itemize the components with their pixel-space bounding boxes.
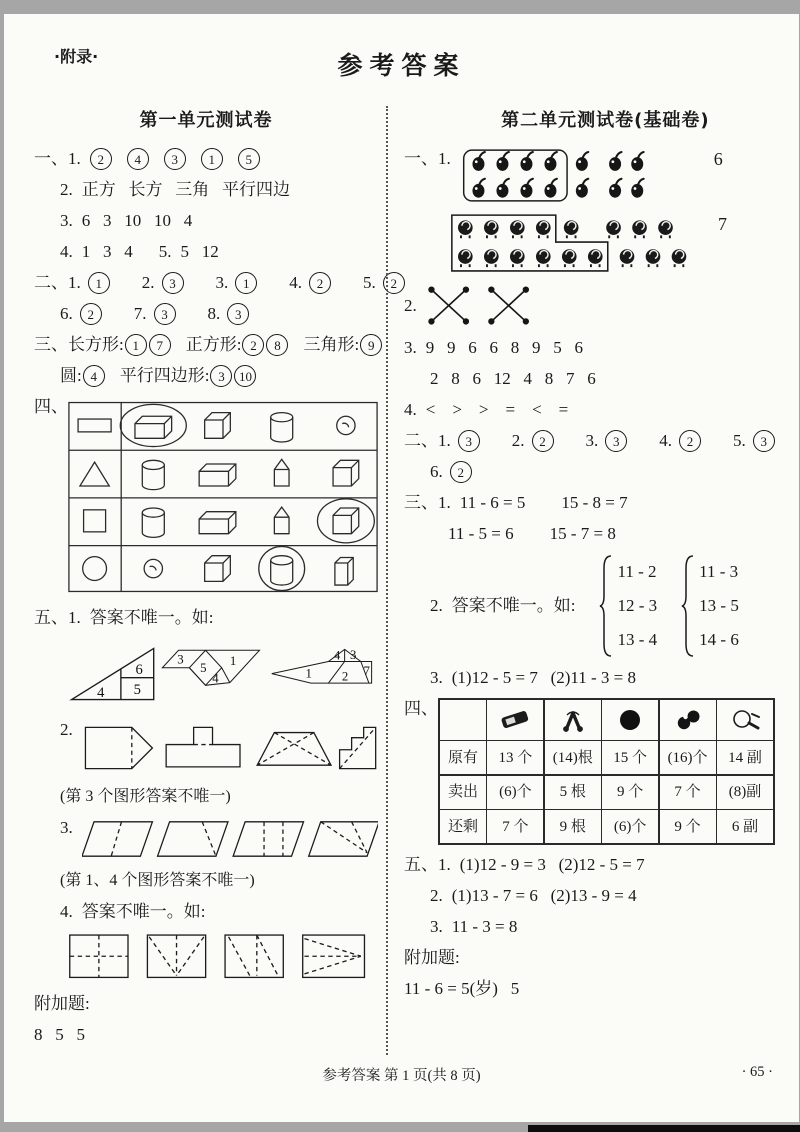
footer-page-info: 参考答案 第 1 页(共 8 页): [322, 1068, 481, 1084]
item-number: 2.: [60, 180, 73, 199]
numbered-circle: [430, 461, 487, 483]
page-title: 参考答案: [337, 51, 466, 80]
circled-answer: 3: [162, 272, 184, 294]
table-cell: 5 根: [545, 776, 601, 809]
answer-text: < > > = < =: [425, 400, 569, 419]
item-number: 8.: [207, 304, 221, 323]
table-header-cell: [660, 700, 716, 740]
section-label: 五、: [34, 608, 68, 627]
figure-number: 1: [305, 666, 312, 681]
shape-class-answer: [186, 334, 290, 356]
sphere-icon: [337, 416, 355, 434]
numbered-circle-row: [68, 272, 437, 294]
answer-line: [34, 272, 397, 294]
circled-answer: 2: [383, 272, 405, 294]
thin-cuboid-icon: [335, 558, 353, 586]
circled-answer: 3: [154, 303, 176, 325]
table-cell: 9 根: [545, 810, 601, 843]
answer-line: [34, 993, 378, 1015]
circled-answer: 3: [753, 430, 775, 452]
shape-class-label: 三角形:: [303, 335, 360, 354]
two-column-layout: [4, 106, 799, 1055]
answer-text: (第 3 个图形答案不唯一): [60, 788, 231, 805]
item-number: 6.: [430, 462, 443, 481]
answer-line: [430, 916, 800, 938]
circled-answer: 8: [266, 334, 288, 356]
answer-text: 答案不唯一。如:: [451, 596, 576, 615]
chick-group: [448, 213, 704, 275]
item-number: 3.: [430, 917, 443, 937]
figure-note: [60, 870, 378, 892]
circled-answer: 4: [127, 148, 149, 170]
item-number: 5.: [158, 242, 172, 261]
cube-icon: [333, 508, 359, 534]
item-number: 4.: [404, 400, 417, 419]
table-cell: 7 个: [660, 776, 716, 809]
numbered-circle: [68, 272, 125, 294]
answer-line: [430, 461, 800, 483]
numbered-circle-row: [438, 430, 800, 452]
answer-line: [430, 885, 800, 907]
answer-line: [404, 854, 800, 876]
unit2-title: 第二单元测试卷(基础卷): [501, 110, 710, 131]
shape-class-label: 正方形:: [185, 335, 242, 354]
numbered-circle: [438, 430, 495, 452]
equation: 11 - 2: [617, 562, 657, 581]
answer-text: 2 8 6 12 4 8 7 6: [430, 369, 596, 388]
item-number: 4.: [60, 902, 73, 921]
pointed-prism-icon: [274, 459, 289, 486]
answer-text: 答案不唯一。如:: [81, 902, 206, 921]
shape-class-answer: [68, 334, 172, 356]
circled-answer: 3: [164, 148, 186, 170]
extra-question-label: 附加题:: [34, 994, 90, 1013]
answer-line: [404, 978, 800, 1000]
section-label: 一、: [34, 149, 68, 168]
item-number: 3.: [215, 273, 229, 292]
triangle-icon: [80, 462, 109, 486]
figure-number: 7: [363, 663, 370, 678]
answer-text: 8 5 5: [34, 1025, 85, 1044]
equation: 11 - 3 = 8: [451, 917, 518, 937]
table-cell: 15 个: [602, 741, 658, 774]
answer-text: 答案不唯一。如:: [89, 608, 214, 627]
item-number: 5.: [363, 273, 376, 292]
answer-line: [448, 523, 800, 545]
figure-number: 4: [97, 684, 105, 701]
answer-line: [34, 817, 378, 861]
cuboid-icon: [135, 416, 172, 438]
equation: 13 - 5: [699, 596, 739, 615]
numbered-circle-row: [60, 303, 281, 325]
equation: 11 - 3: [699, 562, 739, 581]
numbered-circle: [216, 272, 273, 294]
shape-class-answer: [120, 365, 258, 387]
item-number: 1.: [438, 855, 451, 875]
section-label: 三、: [34, 335, 68, 354]
table-cell: (14)根: [545, 741, 601, 774]
item-number: 6.: [60, 304, 73, 323]
answer-line: [60, 210, 378, 232]
equation: 14 - 6: [699, 630, 739, 649]
table-row-label: 还剩: [440, 810, 486, 843]
item-number: 3.: [60, 818, 73, 837]
table-cell: (16)个: [660, 741, 716, 774]
equation: 12 - 3: [617, 596, 658, 615]
crossed-segments-figure: [426, 284, 544, 328]
answer-text: 6 3 10 10 4: [81, 211, 193, 230]
table-cell: 13 个: [487, 741, 543, 774]
numbered-circle: [733, 430, 790, 452]
section-label: 二、: [404, 431, 438, 450]
table-header-cell: [487, 700, 543, 740]
figure-number: 5: [133, 682, 141, 699]
rectangle-icon: [78, 419, 111, 432]
numbered-circle: [134, 303, 191, 325]
table-cell: (6)个: [487, 776, 543, 809]
parallelogram-figures: [82, 817, 378, 861]
item-number: 1.: [438, 431, 451, 450]
item-number: 2.: [430, 596, 443, 615]
left-brace: [681, 554, 695, 658]
counting-box: [452, 215, 608, 271]
left-column: [34, 106, 397, 1055]
figure-number: 4: [212, 671, 219, 686]
table-cell: 14 副: [717, 741, 773, 774]
paddle-icon: [728, 708, 762, 732]
answer-circle-mark: [120, 404, 186, 446]
circled-answer: 1: [88, 272, 110, 294]
figure-number: 3: [350, 647, 357, 662]
answer-text: (第 1、4 个图形答案不唯一): [60, 872, 255, 889]
table-cell: 9 个: [660, 810, 716, 843]
right-column: [386, 106, 800, 1055]
section-label: 三、: [404, 493, 438, 512]
numbered-circle: [289, 272, 346, 294]
section-label: 五、: [404, 855, 438, 875]
circled-answer: 2: [450, 461, 472, 483]
footer-page-number: · 65 ·: [741, 1064, 773, 1080]
answer-text: 正方 长方 三角 平行四边: [81, 180, 290, 199]
answer-line: [448, 213, 800, 275]
shape-class-label: 平行四边形:: [119, 366, 210, 385]
item-number: 5.: [733, 431, 746, 450]
answer-line: [404, 667, 800, 689]
answer-line: [34, 607, 378, 629]
answer-line: [430, 368, 800, 390]
brace-equations: [699, 555, 739, 657]
item-number: 1.: [438, 149, 451, 168]
circled-answer: 2: [679, 430, 701, 452]
circled-answer: 2: [80, 303, 102, 325]
cylinder-icon: [271, 413, 293, 442]
answer-circle-mark: [259, 547, 305, 591]
item-number: 3.: [430, 668, 443, 687]
equation: 11 - 6 = 5(岁) 5: [404, 979, 520, 999]
tadpole-group: [460, 148, 700, 204]
numbered-circle: [586, 430, 643, 452]
brace-group: [681, 554, 739, 658]
equation: 15 - 8 = 7: [561, 493, 628, 512]
circled-answer: 2: [309, 272, 331, 294]
circled-answer: 3: [210, 365, 232, 387]
answer-line: [404, 399, 800, 421]
tangram-figures-row: [68, 638, 378, 710]
tangram-figures: [68, 638, 378, 710]
item-number: 4.: [659, 431, 672, 450]
item-number: 3.: [585, 431, 599, 450]
circled-answer: 3: [458, 430, 480, 452]
section-label: 四、: [34, 397, 68, 416]
answer-line: [34, 396, 378, 598]
table-header-cell: [717, 700, 773, 740]
table-row-label: 卖出: [440, 776, 486, 809]
table-cell: 7 个: [487, 810, 543, 843]
numbered-circle: [512, 430, 569, 452]
answer-text: 9 9 6 6 8 9 5 6: [425, 338, 583, 357]
table-cell: (8)副: [717, 776, 773, 809]
item-number: 2.: [511, 431, 525, 450]
numbered-circle: [60, 303, 117, 325]
answer-line: [404, 554, 800, 658]
left-brace: [599, 554, 613, 658]
item-number: 2.: [141, 273, 155, 292]
circled-answer: 4: [83, 365, 105, 387]
item-number: 1.: [438, 493, 451, 512]
table-row-label: 原有: [440, 741, 486, 774]
item-number: 1.: [68, 608, 81, 627]
sphere-icon: [144, 559, 162, 577]
cylinder-icon: [142, 460, 164, 489]
square-icon: [84, 510, 106, 532]
rectangle-fold-figures: [68, 932, 368, 984]
numbered-circle: [142, 272, 199, 294]
numbered-circle: [659, 430, 716, 452]
item-number: 4.: [60, 242, 73, 261]
table-cell: 6 副: [717, 810, 773, 843]
jump-rope-icon: [556, 708, 590, 732]
circled-answer: 1: [125, 334, 147, 356]
answer-line: [60, 303, 378, 325]
table-corner-cell: [440, 700, 486, 740]
figure-number: 5: [200, 660, 207, 675]
shape-class-answer: [60, 365, 106, 387]
answer-line: [60, 241, 378, 263]
circled-answer: 7: [149, 334, 171, 356]
pointed-prism-icon: [274, 507, 289, 534]
brace-equations: [617, 555, 657, 657]
remaining-items-table: [438, 698, 775, 845]
answer-line: [404, 947, 800, 969]
page-footer: [4, 1064, 799, 1086]
cylinder-icon: [271, 556, 293, 585]
item-number: 3.: [60, 211, 73, 230]
split-shapes-figures: [82, 719, 378, 777]
circled-answer: 5: [238, 148, 260, 170]
answer-text: 1 3 4: [81, 242, 133, 261]
answer-line: [404, 148, 800, 204]
count-answer: 7: [718, 214, 727, 234]
equation: (1)13 - 7 = 6 (2)13 - 9 = 4: [451, 886, 637, 906]
count-answer: 6: [713, 149, 723, 169]
item-number: 1.: [68, 273, 81, 292]
circled-answer: 3: [227, 303, 249, 325]
answer-line: [34, 1024, 378, 1046]
circled-answer: 2: [90, 148, 112, 170]
cuboid-icon: [199, 512, 236, 534]
rectangle-fold-figures-row: [68, 932, 378, 984]
circle-icon: [83, 557, 107, 581]
shape-class-label: 圆:: [60, 366, 82, 385]
item-number: 2.: [60, 720, 73, 739]
equation: 11 - 6 = 5: [459, 493, 526, 512]
eraser-icon: [498, 708, 532, 732]
figure-note: [60, 786, 378, 808]
shape-class-label: 长方形:: [68, 335, 124, 354]
answer-line: [404, 492, 800, 514]
cuboid-icon: [199, 464, 236, 486]
answer-line: [34, 719, 378, 777]
circled-answer: 1: [235, 272, 257, 294]
equation: 15 - 7 = 8: [549, 524, 616, 543]
scanned-page: [4, 14, 799, 1122]
table-cell: (6)个: [602, 810, 658, 843]
circled-answer: 3: [605, 430, 627, 452]
section-label: 四、: [404, 699, 438, 718]
figure-number: 3: [177, 652, 184, 667]
equation: (1)12 - 5 = 7 (2)11 - 3 = 8: [451, 668, 637, 687]
figure-number: 4: [333, 648, 341, 663]
item-number: 3.: [404, 338, 417, 357]
table-header-cell: [545, 700, 601, 740]
answer-line: [404, 430, 800, 452]
answer-text: 5 12: [180, 242, 219, 261]
figure-number: 1: [229, 654, 237, 669]
cube-icon: [205, 413, 231, 439]
item-number: 1.: [68, 149, 81, 168]
answer-line: [404, 284, 800, 328]
answer-line: [34, 148, 378, 170]
answer-line: [60, 365, 378, 387]
section-label: 一、: [404, 149, 438, 168]
circled-answer: 1: [201, 148, 223, 170]
figure-number: 2: [341, 669, 349, 684]
equation: 13 - 4: [617, 630, 658, 649]
circled-answer: 10: [234, 365, 256, 387]
cube-icon: [333, 460, 359, 486]
circled-answer: 2: [242, 334, 264, 356]
table-cell: 9 个: [602, 776, 658, 809]
circled-answer: 9: [360, 334, 382, 356]
equation: (1)12 - 9 = 3 (2)12 - 5 = 7: [459, 855, 645, 875]
equation: 11 - 5 = 6: [448, 524, 514, 543]
table-header-cell: [602, 700, 658, 740]
unit1-title: 第一单元测试卷: [139, 110, 273, 131]
circled-answer-sequence: [90, 148, 275, 170]
cylinder-icon: [142, 508, 164, 537]
shapes-table: [68, 396, 378, 598]
answer-line: [34, 901, 378, 923]
item-number: 2.: [404, 296, 417, 315]
answer-circle-mark: [317, 499, 374, 543]
binoculars-icon: [672, 708, 704, 732]
item-number: 7.: [133, 304, 147, 323]
chick-icons: [458, 220, 686, 267]
numbered-circle: [208, 303, 265, 325]
tadpole-icons: [472, 152, 643, 198]
answer-line: [34, 334, 378, 356]
circled-answer: 2: [532, 430, 554, 452]
answer-line: [404, 698, 800, 845]
next-page-edge: [528, 1125, 800, 1132]
brace-group: [599, 554, 657, 658]
numbered-circle-row: [430, 461, 504, 483]
answer-line: [60, 179, 378, 201]
scan-edge: [0, 1122, 800, 1132]
item-number: 2.: [430, 886, 443, 906]
ball-icon: [617, 708, 643, 732]
shape-class-answer: [303, 334, 383, 356]
figure-number: 6: [135, 662, 143, 678]
appendix-label: ·附录·: [54, 47, 99, 66]
item-number: 4.: [289, 273, 302, 292]
answer-line: [404, 337, 800, 359]
extra-question-label: 附加题:: [404, 948, 460, 968]
section-label: 二、: [34, 273, 68, 292]
cube-icon: [205, 556, 231, 582]
